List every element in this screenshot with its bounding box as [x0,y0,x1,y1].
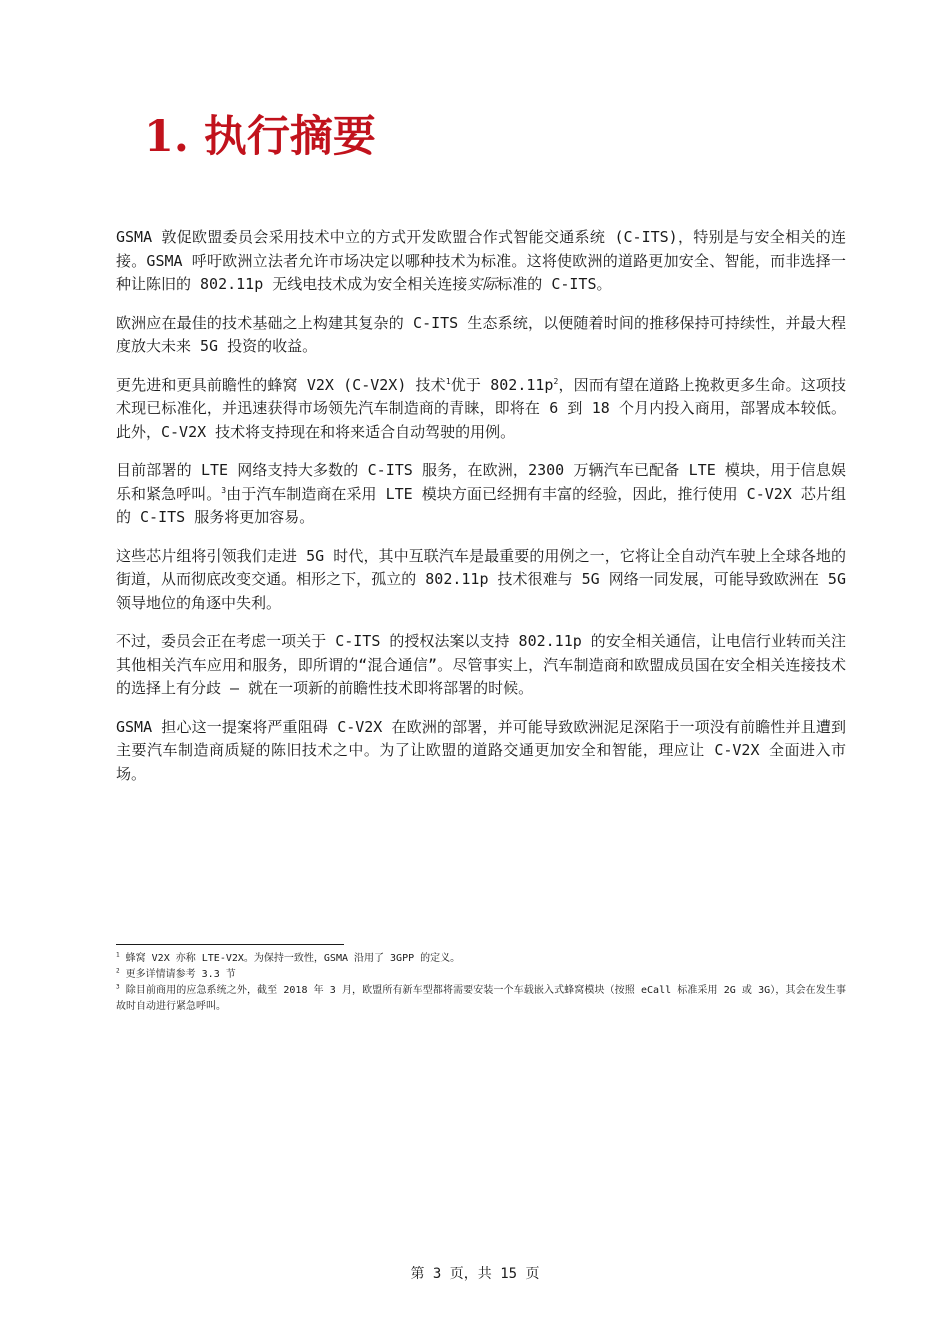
paragraph-text: 标准的 C-ITS。 [497,275,612,293]
paragraph-text: 由于汽车制造商在采用 LTE 模块方面已经拥有丰富的经验，因此，推行使用 C-V2X 芯片组的 C-ITS 服务将更加容易。 [116,484,846,526]
paragraph-4 [116,459,846,530]
paragraph-1 [116,226,846,297]
paragraph-7: GSMA 担心这一提案将严重阻碍 C-V2X 在欧洲的部署，并可能导致欧洲泥足深陷于一项没有前瞻性并且遭到主要汽车制造商质疑的陈旧技术之中。为了让欧盟的道路交通更加安全和智能，理应让 C-V2X 全面进入市场。 [116,717,846,783]
footnote-text: 除目前商用的应急系统之外，截至 2018 年 3 月，欧盟所有新车型都将需要安装一个车载嵌入式蜂窝模块（按照 eCall 标准采用 2G 或 3G），其会在发生事故时自动进行紧急呼叫。 [116,985,846,1012]
footnote-text: 蜂窝 V2X 亦称 LTE-V2X。为保持一致性，GSMA 沿用了 3GPP 的定义。 [119,953,461,964]
main-body [116,226,846,801]
page-title: 1. 执行摘要 [144,112,376,162]
footnote-number: 2 [116,967,120,975]
footnote-number: 3 [116,983,120,991]
paragraph-6: 不过，委员会正在考虑一项关于 C-ITS 的授权法案以支持 802.11p 的安全相关通信，让电信行业转而关注其他相关汽车应用和服务，即所谓的“混合通信”。尽管事实上，汽车制造商和欧盟成员国在安全相关连接技术的选择上有分歧 – 就在一项新的前瞻性技术即将部署的时候。 [116,632,846,697]
footnotes [116,951,846,1015]
paragraph-3 [116,374,846,445]
paragraph-text: GSMA 敦促欧盟委员会采用技术中立的方式开发欧盟合作式智能交通系统 (C-ITS)，特别是与安全相关的连接。GSMA 呼吁欧洲立法者允许市场决定以哪种技术为标准。这将使欧洲的道路更加安全、智能，而非选择一种让陈旧的 802.11p 无线电技术成为安全相关连接 [116,228,846,293]
emphasis-text: 实际 [467,275,498,293]
footnote-ref-2[interactable]: 2 [553,376,559,386]
paragraph-text: 更先进和更具前瞻性的蜂窝 V2X (C-V2X) 技术 [116,375,446,394]
paragraph-5: 这些芯片组将引领我们走进 5G 时代，其中互联汽车是最重要的用例之一，它将让全自动汽车驶上全球各地的街道，从而彻底改变交通。相形之下，孤立的 802.11p 技术很难与 5G 网络一同发展，可能导致欧洲在 5G 领导地位的角逐中失利。 [116,546,846,612]
paragraph-text: ，因而有望在道路上挽救更多生命。这项技术现已标准化，并迅速获得市场领先汽车制造商的青睐，即将在 6 到 18 个月内投入商用，部署成本较低。此外，C-V2X 技术将支持现在和将来适合自动驾驶的用例。 [116,375,846,441]
page-number: 第 3 页，共 15 页 [410,1266,540,1282]
footnote-3 [116,983,846,1015]
paragraph-text: 目前部署的 LTE 网络支持大多数的 C-ITS 服务，在欧洲，2300 万辆汽车已配备 LTE 模块，用于信息娱乐和紧急呼叫。 [116,461,846,503]
footnote-divider [116,944,344,945]
footnote-number: 1 [116,951,120,959]
footnote-2 [116,967,846,983]
footnote-ref-3[interactable]: 3 [221,485,227,495]
footnote-ref-1[interactable]: 1 [445,376,451,386]
paragraph-text: 优于 802.11p [450,375,554,394]
paragraph-2: 欧洲应在最佳的技术基础之上构建其复杂的 C-ITS 生态系统，以便随着时间的推移保持可持续性，并最大程度放大未来 5G 投资的收益。 [116,313,846,355]
footnote-text: 更多详情请参考 3.3 节 [119,969,236,980]
footnote-1 [116,951,846,967]
